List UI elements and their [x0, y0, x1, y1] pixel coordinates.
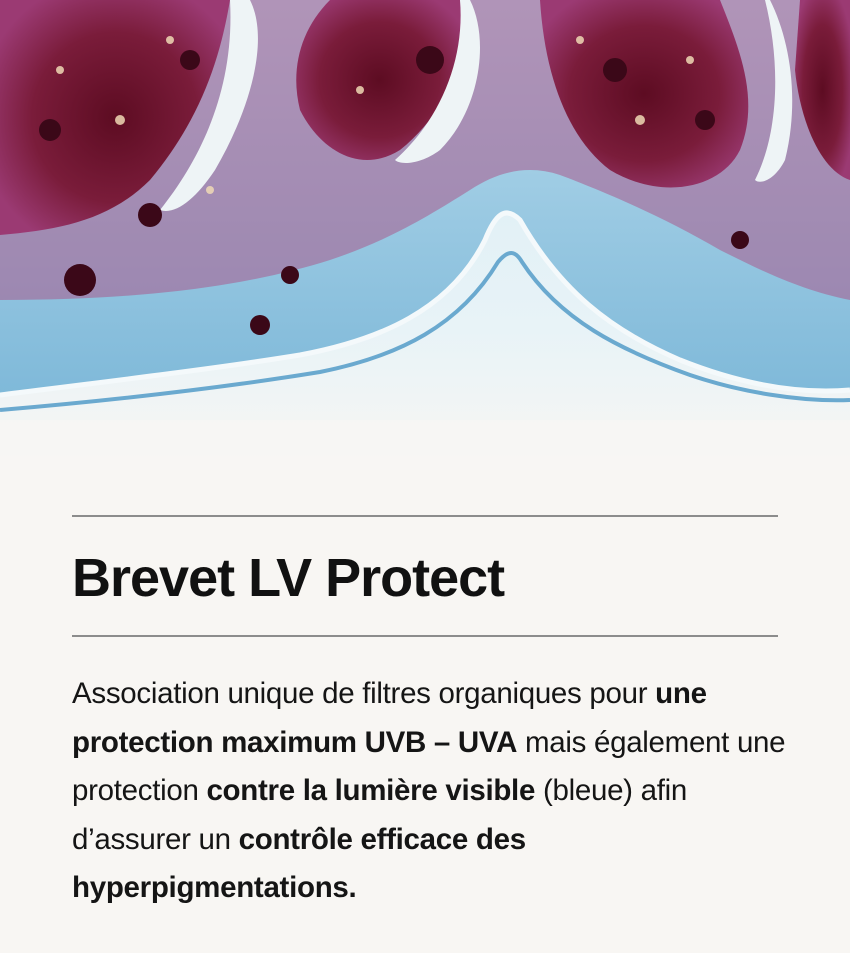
- description-text-1: Association unique de filtres organiques pour: [72, 677, 656, 710]
- description-paragraph: [72, 670, 812, 913]
- bottom-divider: [72, 635, 778, 637]
- top-divider: [72, 515, 778, 517]
- description-highlight-hyperpigmentation: contrôle efficace des hyperpigmentations.: [72, 822, 526, 904]
- description-highlight-uv: une protection maximum UVB – UVA: [72, 677, 707, 759]
- description-text-2: mais également une protection: [72, 725, 786, 807]
- histology-image: [0, 0, 850, 470]
- page-title: Brevet LV Protect: [72, 548, 505, 608]
- description-text-3: (bleue) afin d’assurer un: [72, 774, 687, 856]
- histology-skin-section-image-icon: [0, 0, 850, 470]
- description-highlight-visible-light: contre la lumière visible: [206, 774, 536, 807]
